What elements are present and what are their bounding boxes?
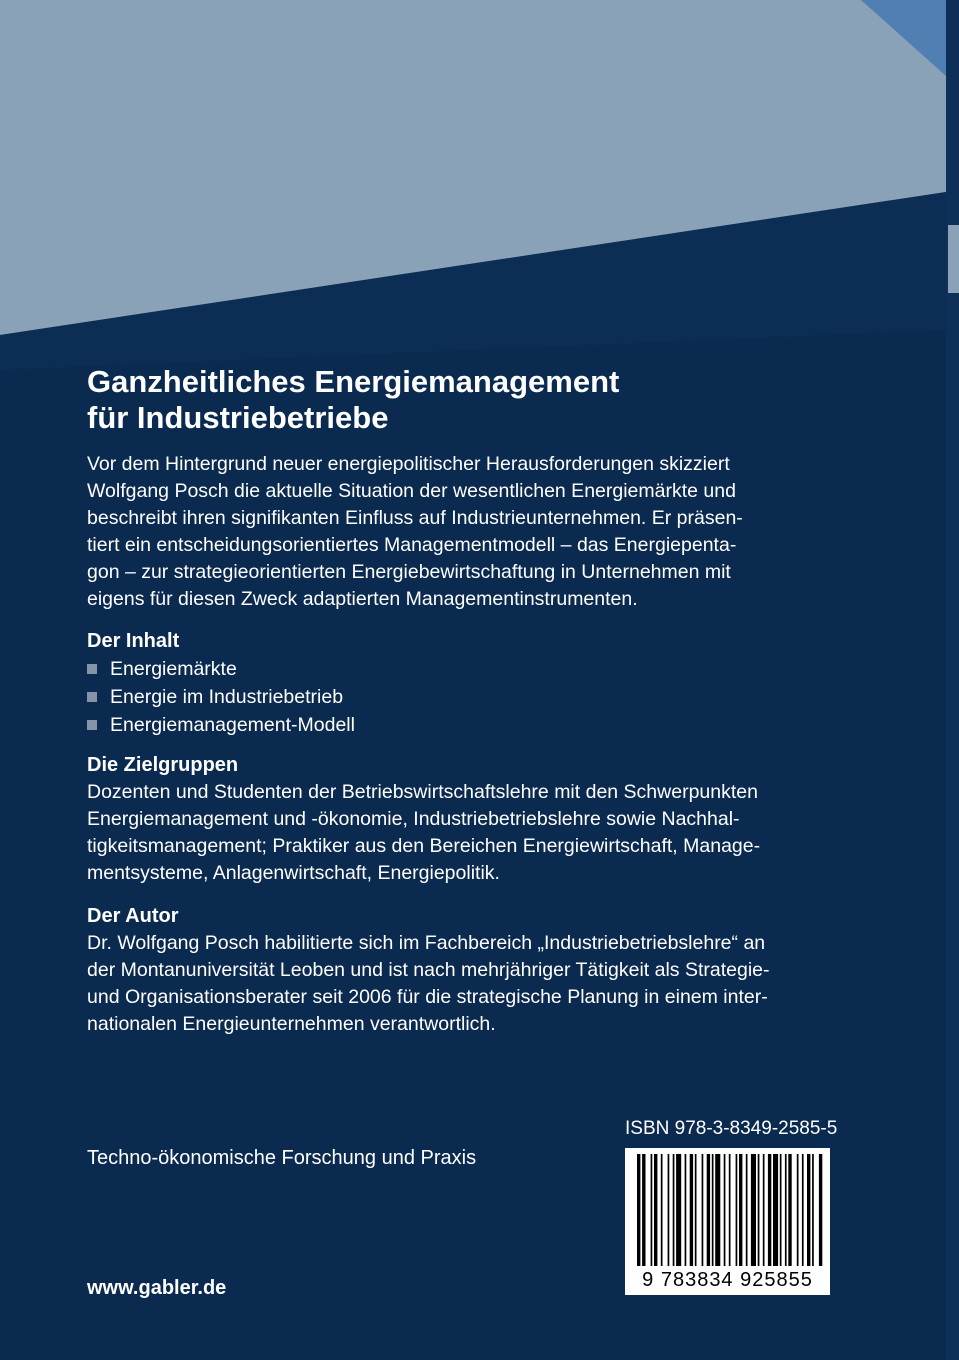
- barcode-bar: [715, 1154, 720, 1266]
- zielgruppen-line: Energiemanagement und -ökonomie, Industriebetriebslehre sowie Nachhal-: [87, 808, 740, 830]
- square-bullet-icon: [87, 720, 97, 730]
- barcode-bar: [788, 1154, 791, 1266]
- barcode-bar: [739, 1154, 742, 1266]
- barcode-bar: [676, 1154, 681, 1266]
- barcode-bar: [751, 1154, 756, 1266]
- intro-line: beschreibt ihren signifikanten Einfluss auf Industrieunternehmen. Er präsen-: [87, 507, 743, 529]
- publisher-url[interactable]: www.gabler.de: [87, 1277, 227, 1299]
- zielgruppen-line: tigkeitsmanagement; Praktiker aus den Bereichen Energiewirtschaft, Manage-: [87, 835, 761, 857]
- barcode-bar: [763, 1154, 765, 1266]
- list-item-label: Energiemanagement-Modell: [110, 714, 355, 736]
- barcode-bar: [695, 1154, 697, 1266]
- autor-line: und Organisationsberater seit 2006 für die strategische Planung in einem inter-: [87, 986, 768, 1008]
- isbn-label: ISBN 978-3-8349-2585-5: [625, 1118, 838, 1139]
- intro-line: Vor dem Hintergrund neuer energiepolitischer Herausforderungen skizziert: [87, 453, 730, 475]
- autor-line: Dr. Wolfgang Posch habilitierte sich im Fachbereich „Industriebetriebslehre“ an: [87, 932, 766, 954]
- barcode-bar: [773, 1154, 778, 1266]
- intro-line: tiert ein entscheidungsorientiertes Managementmodell – das Energiepenta-: [87, 534, 737, 556]
- list-item-label: Energie im Industriebetrieb: [110, 686, 344, 708]
- barcode-bar: [746, 1154, 748, 1266]
- barcode-bar: [712, 1154, 714, 1266]
- inhalt-heading: Der Inhalt: [87, 630, 180, 652]
- autor-line: nationalen Energieunternehmen verantwortlich.: [87, 1013, 496, 1035]
- barcode-digits: 9 783834 925855: [642, 1269, 813, 1291]
- edge-mark: [948, 225, 959, 293]
- barcode: [625, 1148, 830, 1295]
- zielgruppen-paragraph: [87, 779, 859, 887]
- barcode-bar: [724, 1154, 726, 1266]
- barcode-bar: [637, 1154, 640, 1266]
- book-title: [87, 364, 867, 436]
- barcode-bar: [654, 1154, 657, 1266]
- barcode-bar: [797, 1154, 799, 1266]
- barcode-bar: [661, 1154, 663, 1266]
- title-line: Ganzheitliches Energiemanagement: [87, 364, 620, 399]
- zielgruppen-line: mentsysteme, Anlagenwirtschaft, Energiepolitik.: [87, 862, 500, 884]
- list-item: [87, 655, 355, 683]
- barcode-bar: [780, 1154, 782, 1266]
- intro-line: eigens für diesen Zweck adaptierten Managementinstrumenten.: [87, 588, 638, 610]
- barcode-bar: [707, 1154, 710, 1266]
- barcode-bar: [651, 1154, 653, 1266]
- barcode-bar: [785, 1154, 787, 1266]
- zielgruppen-line: Dozenten und Studenten der Betriebswirtschaftslehre mit den Schwerpunkten: [87, 781, 758, 803]
- edge-strip: [946, 0, 959, 1360]
- list-item-label: Energiemärkte: [110, 658, 237, 680]
- barcode-bar: [702, 1154, 704, 1266]
- barcode-bar: [729, 1154, 731, 1266]
- barcode-bar: [736, 1154, 738, 1266]
- autor-heading: Der Autor: [87, 905, 179, 927]
- barcode-bar: [802, 1154, 804, 1266]
- barcode-bar: [812, 1154, 814, 1266]
- barcode-bar: [807, 1154, 810, 1266]
- intro-paragraph: [87, 451, 859, 613]
- autor-paragraph: [87, 930, 859, 1038]
- barcode-bar: [668, 1154, 670, 1266]
- barcode-bar: [642, 1154, 645, 1266]
- title-line: für Industriebetriebe: [87, 400, 389, 435]
- barcode-bar: [819, 1154, 822, 1266]
- autor-line: der Montanuniversität Leoben und ist nach mehrjähriger Tätigkeit als Strategie-: [87, 959, 770, 981]
- list-item: [87, 711, 355, 739]
- square-bullet-icon: [87, 692, 97, 702]
- series-name: Techno-ökonomische Forschung und Praxis: [87, 1147, 477, 1169]
- inhalt-list: [87, 655, 355, 739]
- intro-line: Wolfgang Posch die aktuelle Situation der wesentlichen Energiemärkte und: [87, 480, 736, 502]
- barcode-bar: [768, 1154, 771, 1266]
- barcode-bar: [690, 1154, 693, 1266]
- barcode-bar: [685, 1154, 687, 1266]
- zielgruppen-heading: Die Zielgruppen: [87, 754, 239, 776]
- list-item: [87, 683, 355, 711]
- intro-line: gon – zur strategieorientierten Energiebewirtschaftung in Unternehmen mit: [87, 561, 731, 583]
- barcode-bar: [758, 1154, 760, 1266]
- barcode-bar: [673, 1154, 675, 1266]
- square-bullet-icon: [87, 664, 97, 674]
